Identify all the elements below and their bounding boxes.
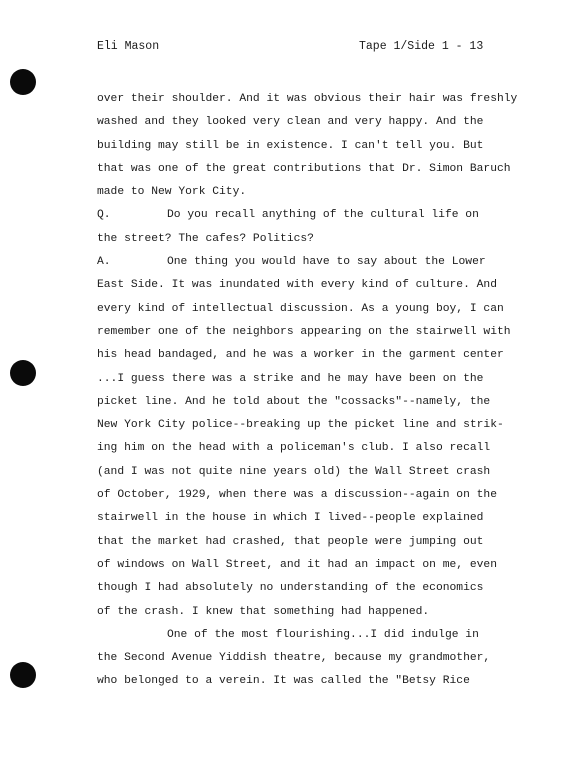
line-text: that the market had crashed, that people were jumping out xyxy=(97,535,484,548)
line-text: made to New York City. xyxy=(97,186,247,199)
line-text: the Second Avenue Yiddish theatre, because my grandmother, xyxy=(97,652,491,665)
tape-page-label: Tape 1/Side 1 - 13 xyxy=(359,40,484,53)
line-text: washed and they looked very clean and very happy. And the xyxy=(97,116,484,129)
transcript-line xyxy=(97,461,537,484)
transcript-line xyxy=(97,391,537,414)
transcript-line xyxy=(97,228,537,251)
line-text: ...I guess there was a strike and he may have been on the xyxy=(97,372,484,385)
interviewee-name: Eli Mason xyxy=(97,40,160,53)
line-text: remember one of the neighbors appearing on the stairwell with xyxy=(97,325,511,338)
transcript-line xyxy=(97,577,537,600)
transcript-line xyxy=(97,670,537,693)
line-text: New York City police--breaking up the picket line and strik- xyxy=(97,419,504,432)
line-text: stairwell in the house in which I lived--people explained xyxy=(97,512,484,525)
transcript-line xyxy=(97,135,537,158)
transcript-line xyxy=(97,274,537,297)
transcript-line xyxy=(97,601,537,624)
transcript-line xyxy=(97,624,537,647)
line-text: though I had absolutely no understanding of the economics xyxy=(97,582,484,595)
page-header xyxy=(97,40,497,56)
line-text: ing him on the head with a policeman's club. I also recall xyxy=(97,442,491,455)
line-text: (and I was not quite nine years old) the Wall Street crash xyxy=(97,465,491,478)
transcript-line xyxy=(97,531,537,554)
transcript-line xyxy=(97,204,537,227)
transcript-line xyxy=(97,647,537,670)
line-text: building may still be in existence. I can't tell you. But xyxy=(97,139,484,152)
transcript-line xyxy=(97,298,537,321)
transcript-line xyxy=(97,368,537,391)
transcript-line xyxy=(97,251,537,274)
transcript-line xyxy=(97,181,537,204)
line-text: over their shoulder. And it was obvious their hair was freshly xyxy=(97,93,518,105)
transcript-line xyxy=(97,88,537,111)
line-text: picket line. And he told about the "cossacks"--namely, the xyxy=(97,395,491,408)
line-text: who belonged to a verein. It was called the "Betsy Rice xyxy=(97,675,470,688)
line-text: of windows on Wall Street, and it had an impact on me, even xyxy=(97,558,497,571)
line-text: East Side. It was inundated with every kind of culture. And xyxy=(97,279,497,292)
transcript-line xyxy=(97,554,537,577)
line-text: his head bandaged, and he was a worker in the garment center xyxy=(97,349,504,362)
line-text: One thing you would have to say about the Lower xyxy=(167,256,486,269)
line-text: One of the most flourishing...I did indulge in xyxy=(167,628,479,641)
line-text: that was one of the great contributions that Dr. Simon Baruch xyxy=(97,162,511,175)
transcript-body xyxy=(97,88,537,694)
binder-hole-bottom xyxy=(10,662,36,688)
transcript-line xyxy=(97,437,537,460)
line-text: the street? The cafes? Politics? xyxy=(97,232,314,245)
transcript-line xyxy=(97,158,537,181)
line-text: of the crash. I knew that something had happened. xyxy=(97,605,430,618)
line-text: every kind of intellectual discussion. As a young boy, I can xyxy=(97,302,504,315)
transcript-line xyxy=(97,111,537,134)
transcript-line xyxy=(97,507,537,530)
binder-hole-middle xyxy=(10,360,36,386)
speaker-label: A. xyxy=(97,256,111,269)
transcript-line xyxy=(97,414,537,437)
transcript-line xyxy=(97,484,537,507)
binder-hole-top xyxy=(10,69,36,95)
line-text: of October, 1929, when there was a discussion--again on the xyxy=(97,489,497,502)
transcript-line xyxy=(97,344,537,367)
transcript-line xyxy=(97,321,537,344)
speaker-label: Q. xyxy=(97,209,111,222)
line-text: Do you recall anything of the cultural life on xyxy=(167,209,479,222)
